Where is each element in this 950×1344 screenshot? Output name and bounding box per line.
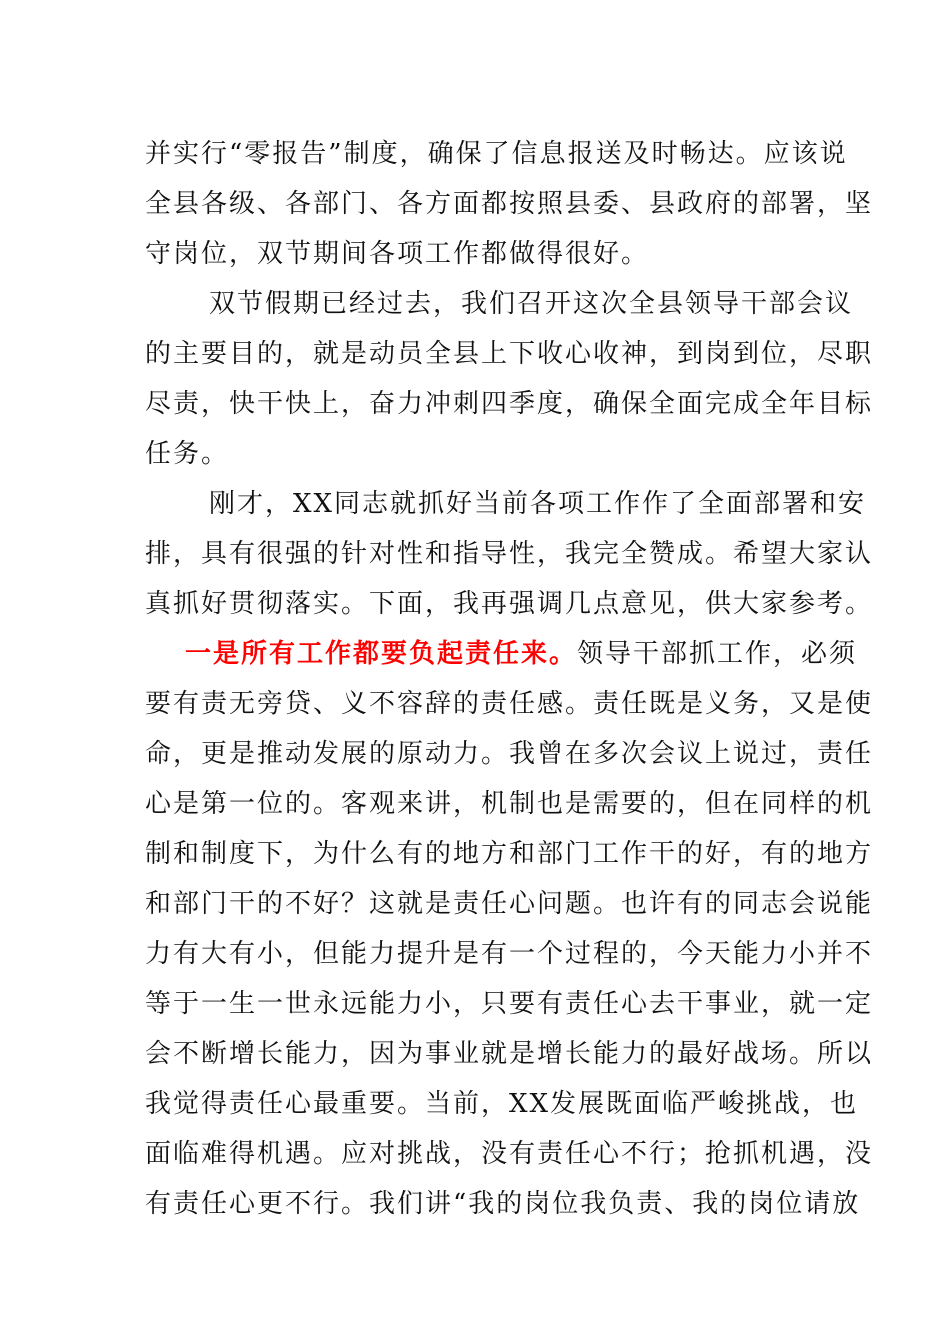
text-line: 等于一生一世永远能力小，只要有责任心去干事业，就一定 <box>145 989 874 1019</box>
text-line: 并实行“零报告”制度，确保了信息报送及时畅达。应该说 <box>145 139 848 169</box>
text-line: 有责任心更不行。我们讲“我的岗位我负责、我的岗位请放 <box>145 1189 861 1219</box>
point-one-heading: 一是所有工作都要负起责任来。 <box>185 639 578 669</box>
text-line: 守岗位，双节期间各项工作都做得很好。 <box>145 239 650 269</box>
paragraph-start-line: 双节假期已经过去，我们召开这次全县领导干部会议 <box>209 289 854 319</box>
text-line: 尽责，快干快上，奋力冲刺四季度，确保全面完成全年目标 <box>145 389 874 419</box>
text-line: 全县各级、各部门、各方面都按照县委、县政府的部署，坚 <box>145 189 874 219</box>
point-one-text: 领导干部抓工作，必须 <box>577 639 858 669</box>
text-line: 力有大有小，但能力提升是有一个过程的，今天能力小并不 <box>145 939 874 969</box>
text-line: 会不断增长能力，因为事业就是增长能力的最好战场。所以 <box>145 1039 874 1069</box>
text-line: 的主要目的，就是动员全县上下收心收神，到岗到位，尽职 <box>145 339 874 369</box>
point-one-line <box>145 634 857 674</box>
text-line: 和部门干的不好？这就是责任心问题。也许有的同志会说能 <box>145 889 874 919</box>
text-line: 要有责无旁贷、义不容辞的责任感。责任既是义务，又是使 <box>145 689 874 719</box>
text-line: 面临难得机遇。应对挑战，没有责任心不行；抢抓机遇，没 <box>145 1139 874 1169</box>
text-line: 心是第一位的。客观来讲，机制也是需要的，但在同样的机 <box>145 789 874 819</box>
text-line: 任务。 <box>145 439 230 469</box>
text-line: 排，具有很强的针对性和指导性，我完全赞成。希望大家认 <box>145 539 874 569</box>
text-line: 命，更是推动发展的原动力。我曾在多次会议上说过，责任 <box>145 739 874 769</box>
text-line: 制和制度下，为什么有的地方和部门工作干的好，有的地方 <box>145 839 874 869</box>
text-line: 真抓好贯彻落实。下面，我再强调几点意见，供大家参考。 <box>145 589 874 619</box>
text-line: 我觉得责任心最重要。当前，XX发展既面临严峻挑战，也 <box>145 1089 859 1119</box>
paragraph-start-line: 刚才，XX同志就抓好当前各项工作作了全面部署和安 <box>209 489 867 519</box>
